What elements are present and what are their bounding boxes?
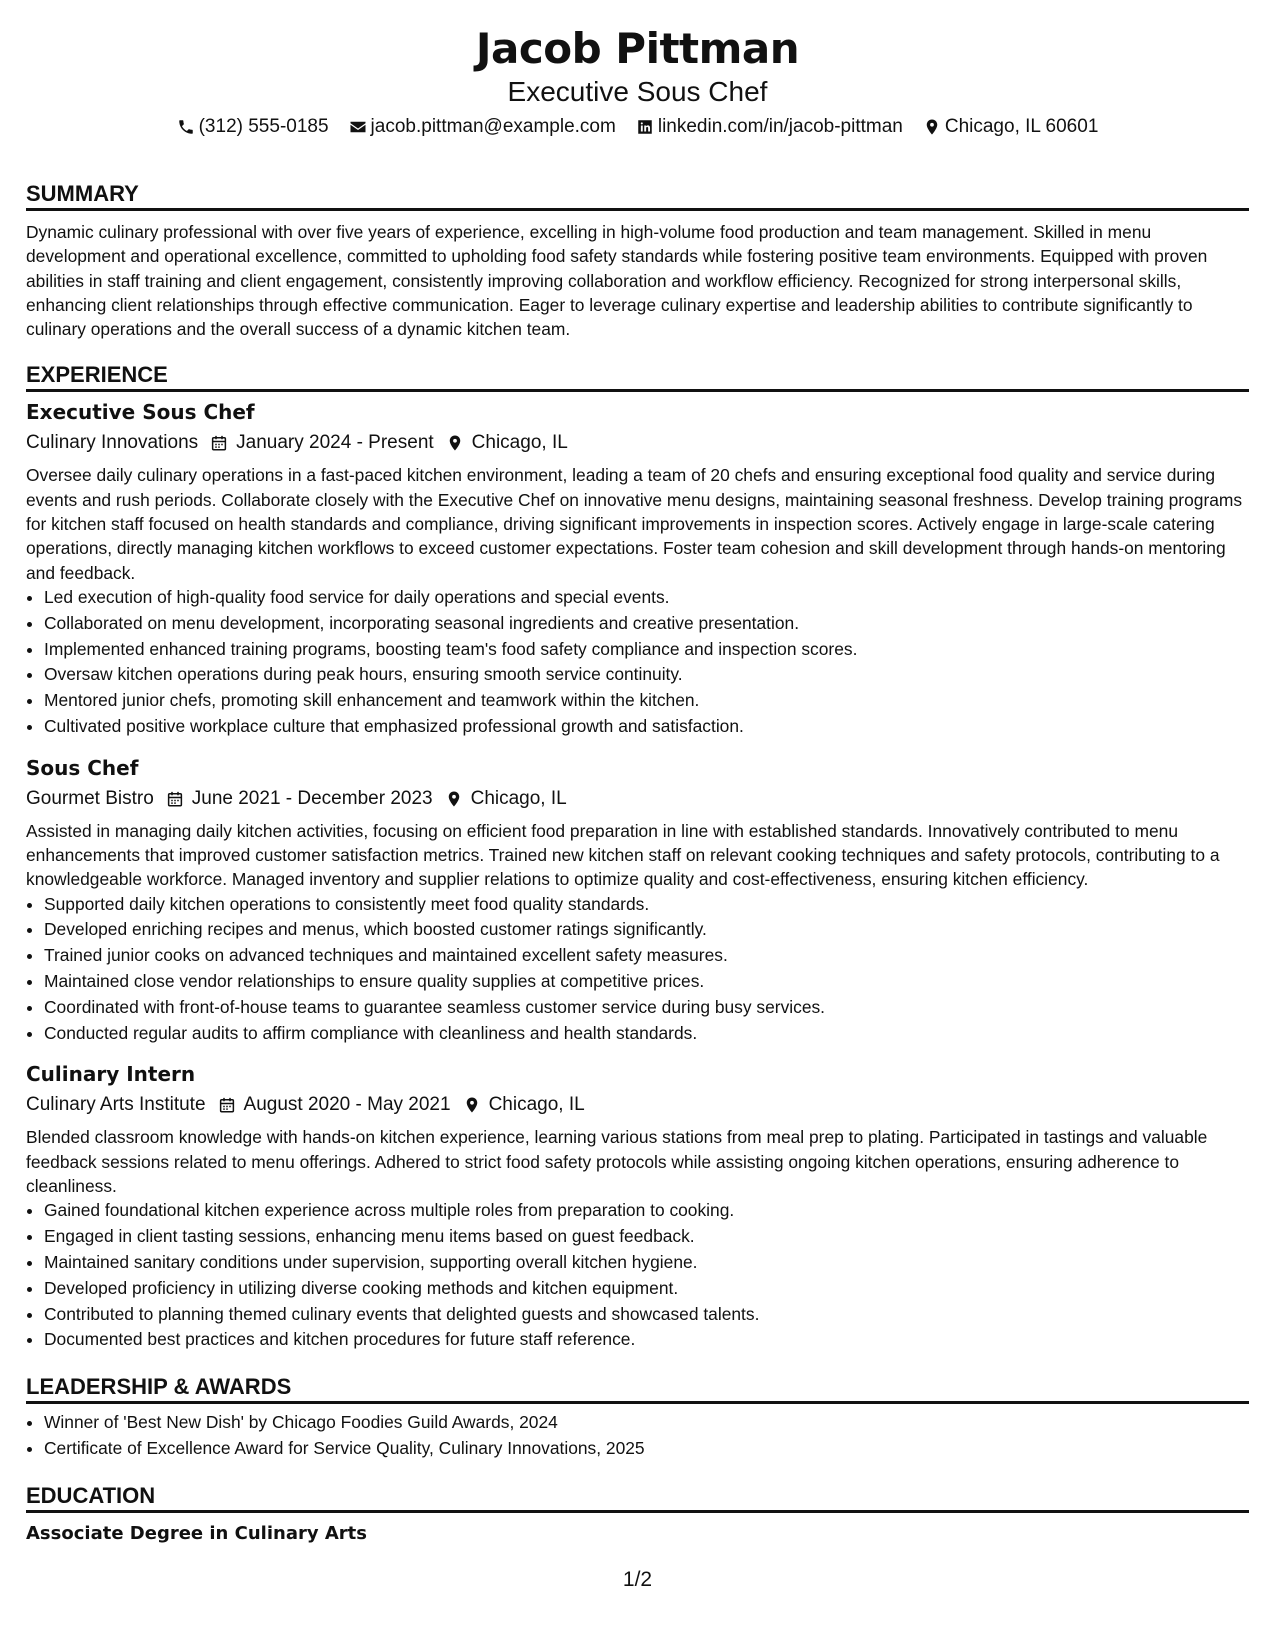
- job-location: [446, 428, 568, 458]
- list-item: • Supported daily kitchen operations to consistently meet food quality standards.: [44, 892, 1249, 918]
- job-role: Culinary Intern: [26, 1062, 196, 1087]
- job-meta: [26, 428, 1249, 458]
- envelope-icon: [349, 118, 367, 136]
- list-item: • Oversaw kitchen operations during peak hours, ensuring smooth service continuity.: [44, 662, 1249, 688]
- linkedin-text[interactable]: linkedin.com/in/jacob-pittman: [657, 116, 903, 137]
- list-item: • Coordinated with front-of-house teams to guarantee seamless customer service during busy services.: [44, 995, 1249, 1021]
- list-item: • Cultivated positive workplace culture that emphasized professional growth and satisfaction.: [44, 714, 1249, 740]
- map-pin-icon: [923, 118, 941, 136]
- experience-section: [26, 361, 1249, 1353]
- job-entry: [26, 1060, 1249, 1353]
- calendar-icon: [218, 1096, 236, 1114]
- education-degree: Associate Degree in Culinary Arts: [26, 1522, 367, 1544]
- list-item: • Developed proficiency in utilizing diverse cooking methods and kitchen equipment.: [44, 1276, 1249, 1302]
- page-number: 1/2: [622, 1568, 653, 1591]
- map-pin-icon: [445, 790, 463, 808]
- resume-header: [26, 0, 1249, 140]
- contact-linkedin[interactable]: [636, 114, 903, 140]
- contact-phone: [177, 114, 329, 140]
- leadership-section: [26, 1373, 1249, 1462]
- job-location-text: Chicago, IL: [471, 432, 568, 454]
- phone-icon: [177, 118, 195, 136]
- job-role: Executive Sous Chef: [26, 400, 255, 425]
- summary-section: [26, 180, 1249, 341]
- contact-location: [923, 114, 1099, 140]
- job-location: [463, 1090, 585, 1120]
- calendar-icon: [210, 434, 228, 452]
- linkedin-icon: [636, 118, 654, 136]
- resume-page: [26, 0, 1249, 1547]
- job-bullets: [26, 1198, 1249, 1353]
- list-item: • Implemented enhanced training programs, boosting team's food safety compliance and inspection scores.: [44, 637, 1249, 663]
- section-heading-education: EDUCATION: [26, 1482, 1249, 1513]
- job-dates: [210, 428, 434, 458]
- job-description: Oversee daily culinary operations in a fast-paced kitchen environment, leading a team of 20 chefs and ensuring exceptional food quality and service during events and rush periods. Collaborate closely with the Executive Chef on innovative menu designs, maintaining seasonal freshness. Develop training programs for kitchen staff focused on health standards and compliance, driving significant improvements in inspection scores. Actively engage in large-scale catering operations, directly managing kitchen workflows to exceed customer expectations. Foster team cohesion and skill development through hands-on mentoring and feedback.: [26, 465, 1243, 583]
- job-description: Assisted in managing daily kitchen activities, focusing on efficient food preparation in line with established standards. Innovatively contributed to menu enhancements that improved customer satisfaction metrics. Trained new kitchen staff on relevant cooking techniques and safety protocols, contributing to a knowledgeable workforce. Managed inventory and supplier relations to optimize quality and cost-effectiveness, ensuring kitchen efficiency.: [26, 820, 1220, 890]
- phone-text: (312) 555-0185: [198, 116, 329, 137]
- job-company: Gourmet Bistro: [26, 787, 154, 809]
- section-heading-experience: EXPERIENCE: [26, 361, 1249, 392]
- job-description: Blended classroom knowledge with hands-on kitchen experience, learning various stations from meal prep to plating. Participated in tastings and valuable feedback sessions related to menu offerings. Adhered to strict food safety protocols while assisting ongoing kitchen operations, ensuring adherence to cleanliness.: [26, 1127, 1208, 1197]
- job-meta: [26, 1090, 1249, 1120]
- job-dates-text: January 2024 - Present: [236, 432, 434, 454]
- location-text: Chicago, IL 60601: [944, 116, 1099, 137]
- list-item: • Mentored junior chefs, promoting skill enhancement and teamwork within the kitchen.: [44, 688, 1249, 714]
- map-pin-icon: [446, 434, 464, 452]
- list-item: • Contributed to planning themed culinary events that delighted guests and showcased talents.: [44, 1302, 1249, 1328]
- job-entry: [26, 398, 1249, 739]
- section-heading-leadership: LEADERSHIP & AWARDS: [26, 1373, 1249, 1404]
- job-dates: [166, 784, 433, 814]
- job-location: [445, 784, 567, 814]
- job-bullets: [26, 585, 1249, 740]
- job-dates-text: June 2021 - December 2023: [191, 787, 433, 809]
- section-heading-summary: SUMMARY: [26, 180, 1249, 211]
- job-dates: [218, 1090, 451, 1120]
- summary-text: Dynamic culinary professional with over five years of experience, excelling in high-volume food production and team management. Skilled in menu development and operational excellence, committed to upholding food safety standards while fostering positive team environments. Equipped with proven abilities in staff training and client engagement, consistently improving collaboration and workflow efficiency. Recognized for strong interpersonal skills, enhancing client relationships through effective communication. Eager to leverage culinary expertise and leadership abilities to contribute significantly to culinary operations and the overall success of a dynamic kitchen team.: [26, 222, 1208, 340]
- list-item: • Maintained close vendor relationships to ensure quality supplies at competitive prices.: [44, 969, 1249, 995]
- list-item: • Collaborated on menu development, incorporating seasonal ingredients and creative presentation.: [44, 611, 1249, 637]
- job-location-text: Chicago, IL: [470, 787, 567, 809]
- job-dates-text: August 2020 - May 2021: [243, 1094, 451, 1116]
- list-item: • Led execution of high-quality food service for daily operations and special events.: [44, 585, 1249, 611]
- list-item: • Documented best practices and kitchen procedures for future staff reference.: [44, 1327, 1249, 1353]
- contact-email[interactable]: [349, 114, 616, 140]
- candidate-name: Jacob Pittman: [475, 24, 800, 73]
- list-item: • Maintained sanitary conditions under supervision, supporting overall kitchen hygiene.: [44, 1250, 1249, 1276]
- list-item: • Gained foundational kitchen experience across multiple roles from preparation to cooking.: [44, 1198, 1249, 1224]
- list-item: • Engaged in client tasting sessions, enhancing menu items based on guest feedback.: [44, 1224, 1249, 1250]
- job-meta: [26, 784, 1249, 814]
- job-company: Culinary Arts Institute: [26, 1094, 206, 1116]
- contact-bar: [26, 114, 1249, 140]
- list-item: • Trained junior cooks on advanced techniques and maintained excellent safety measures.: [44, 943, 1249, 969]
- job-role: Sous Chef: [26, 755, 139, 780]
- job-location-text: Chicago, IL: [488, 1094, 585, 1116]
- awards-list: [26, 1410, 1249, 1462]
- list-item: • Winner of 'Best New Dish' by Chicago Foodies Guild Awards, 2024: [44, 1410, 1249, 1436]
- email-text[interactable]: jacob.pittman@example.com: [370, 116, 616, 137]
- list-item: • Certificate of Excellence Award for Service Quality, Culinary Innovations, 2025: [44, 1436, 1249, 1462]
- list-item: • Conducted regular audits to affirm compliance with cleanliness and health standards.: [44, 1021, 1249, 1047]
- map-pin-icon: [463, 1096, 481, 1114]
- list-item: • Developed enriching recipes and menus, which boosted customer ratings significantly.: [44, 917, 1249, 943]
- education-section: [26, 1482, 1249, 1547]
- job-company: Culinary Innovations: [26, 432, 199, 454]
- candidate-title: Executive Sous Chef: [507, 76, 768, 107]
- job-bullets: [26, 892, 1249, 1047]
- calendar-icon: [166, 790, 184, 808]
- job-entry: [26, 754, 1249, 1047]
